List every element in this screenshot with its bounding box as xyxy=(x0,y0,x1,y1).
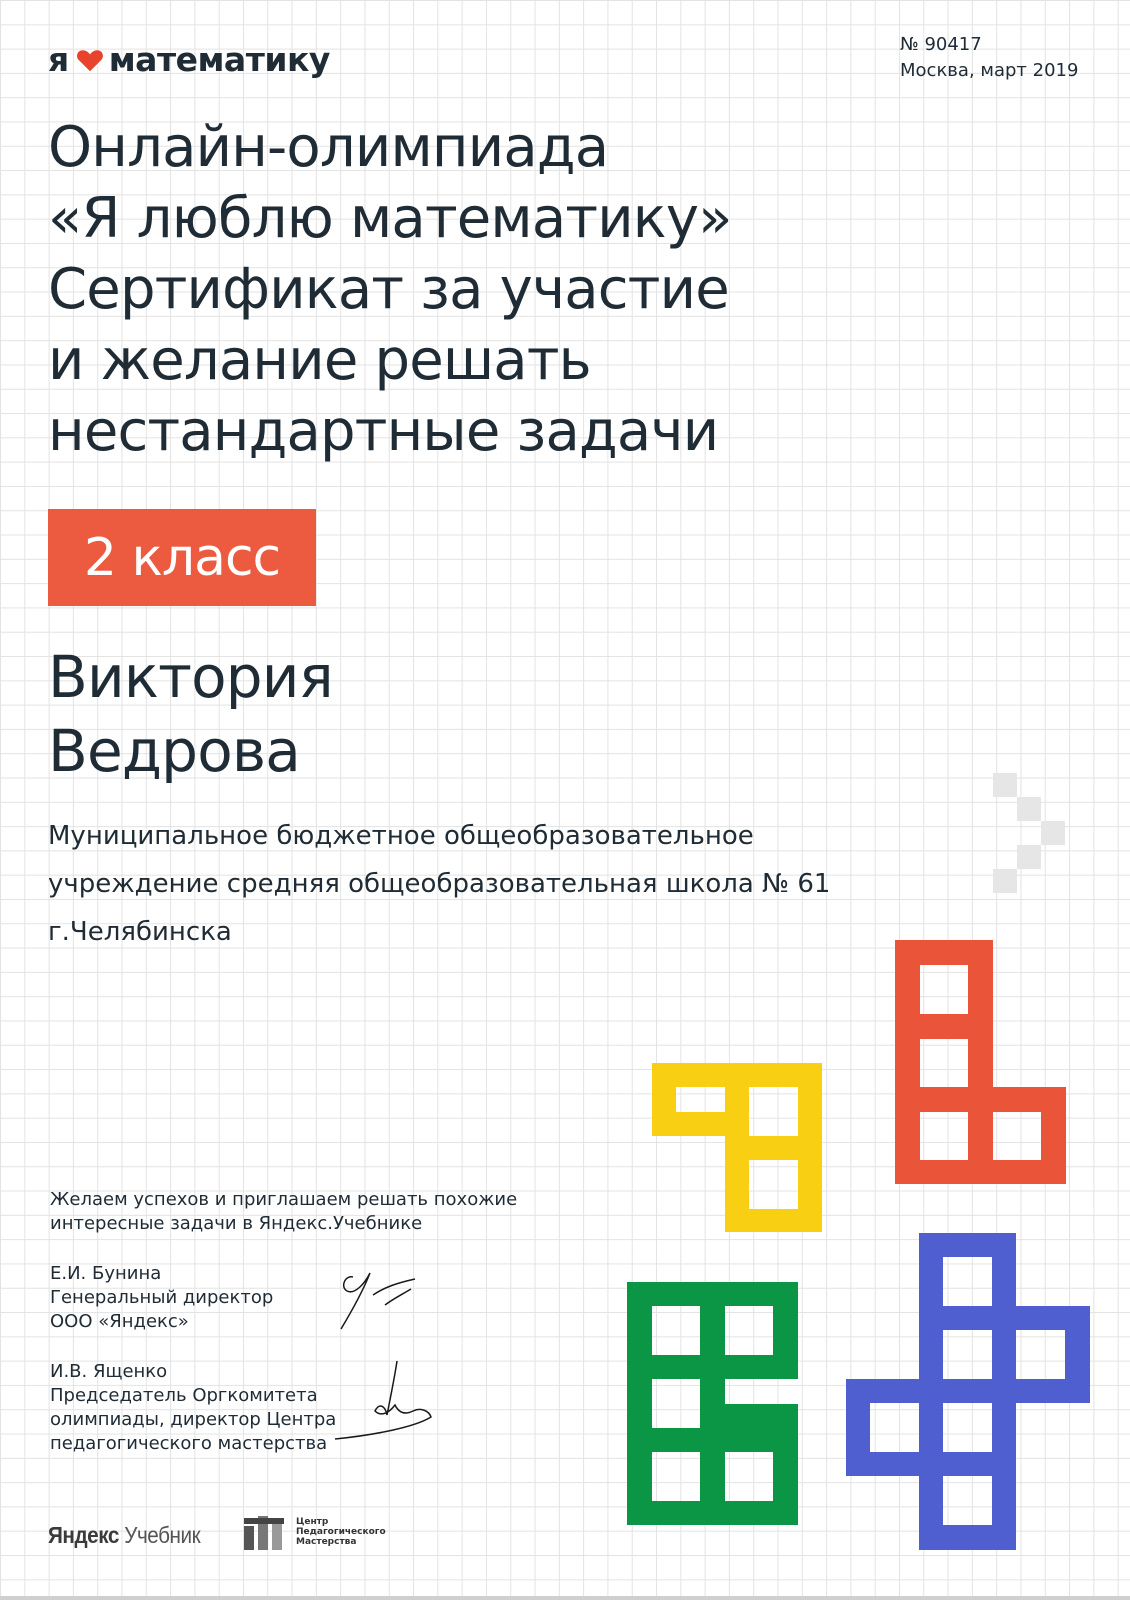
logo xyxy=(48,40,330,79)
grey-squares xyxy=(993,773,1065,893)
school-name: Муниципальное бюджетное общеобразовательное учреждение средняя общеобразовательная школа № 61 г.Челябинска xyxy=(48,821,831,947)
cpm-logo xyxy=(242,1512,386,1552)
signature-2 xyxy=(335,1355,445,1450)
logo-math: математику xyxy=(108,40,330,79)
signatory-1-role-1: Генеральный директор xyxy=(50,1287,274,1308)
yandex-wordmark: Яндекс xyxy=(48,1522,119,1548)
cpm-text xyxy=(296,1517,386,1547)
title-line-2: «Я люблю математику» xyxy=(48,186,732,251)
bottom-border xyxy=(0,1596,1130,1600)
uchebnik-wordmark: Учебник xyxy=(124,1522,201,1548)
recipient-first-name: Виктория xyxy=(48,643,333,711)
yandex-uchebnik-logo xyxy=(48,1522,200,1549)
signatory-1 xyxy=(50,1262,273,1334)
heart-icon xyxy=(75,45,105,75)
green-figure xyxy=(627,1282,798,1525)
certificate-title xyxy=(48,112,808,467)
cpm-emblem-icon xyxy=(242,1512,290,1552)
title-line-4: и желание решать xyxy=(48,328,591,393)
signatory-2 xyxy=(50,1360,336,1456)
yellow-figure xyxy=(652,1063,822,1232)
certificate-number: № 90417 xyxy=(900,34,982,55)
recipient-last-name: Ведрова xyxy=(48,717,301,785)
cpm-line-1: Центр xyxy=(296,1517,329,1527)
wish-text: Желаем успехов и приглашаем решать похожие интересные задачи в Яндекс.Учебнике xyxy=(50,1189,518,1234)
signatory-2-role-3: педагогического мастерства xyxy=(50,1433,328,1454)
signatory-2-role-2: олимпиады, директор Центра xyxy=(50,1409,337,1430)
signature-1 xyxy=(335,1265,425,1335)
blue-cross-figure xyxy=(846,1233,1090,1550)
recipient-name xyxy=(48,640,333,788)
title-line-5: нестандартные задачи xyxy=(48,399,719,464)
title-line-1: Онлайн-олимпиада xyxy=(48,115,609,180)
cpm-line-2: Педагогического xyxy=(296,1527,386,1537)
grade-badge: 2 класс xyxy=(48,509,316,606)
red-l-figure xyxy=(895,940,1066,1184)
signatory-1-role-2: ООО «Яндекс» xyxy=(50,1311,189,1332)
signatory-2-name: И.В. Ященко xyxy=(50,1361,168,1382)
signatory-2-role-1: Председатель Оргкомитета xyxy=(50,1385,318,1406)
certificate-meta xyxy=(900,32,1078,84)
cpm-line-3: Мастерства xyxy=(296,1537,357,1547)
logo-ya: я xyxy=(48,40,69,79)
certificate-place-date: Москва, март 2019 xyxy=(900,60,1079,81)
title-line-3: Сертификат за участие xyxy=(48,257,729,322)
signatory-1-name: Е.И. Бунина xyxy=(50,1263,162,1284)
